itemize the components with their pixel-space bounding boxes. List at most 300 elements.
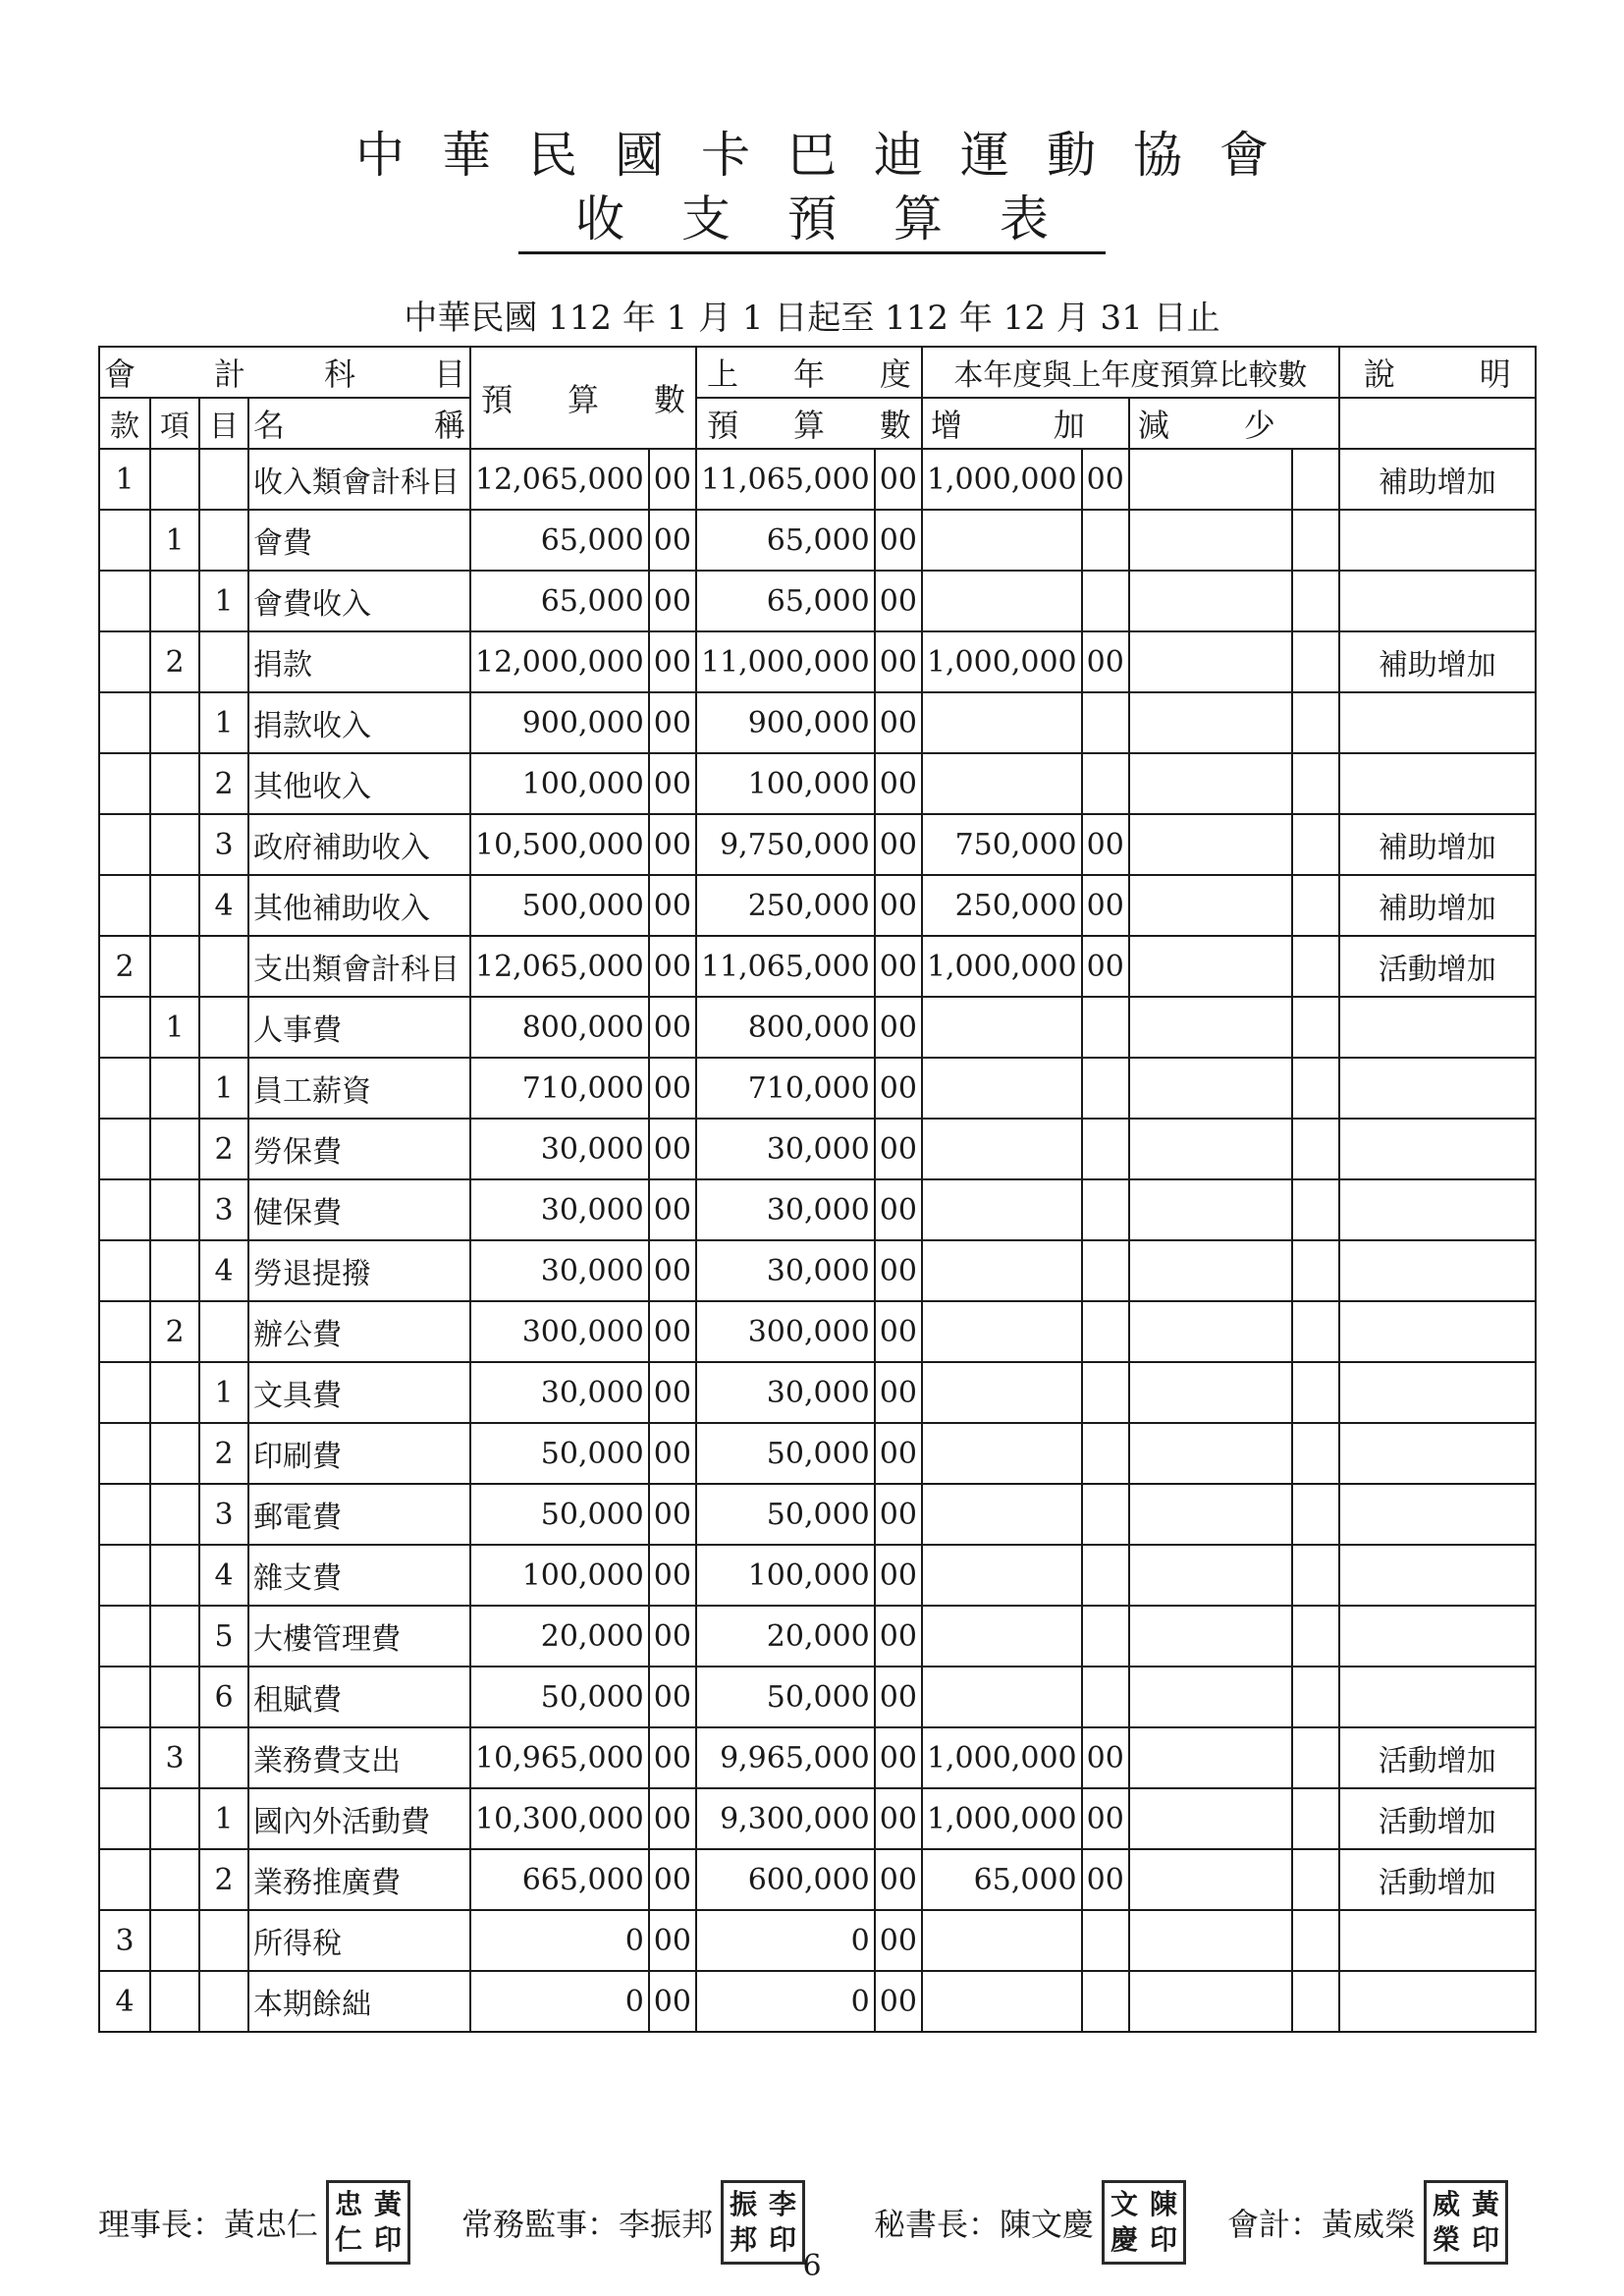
budget-cents-cell: 00 [649,692,696,753]
hdr-char: 年 [792,355,825,393]
decrease-amount-cell [1129,1484,1292,1545]
decrease-cents-cell [1292,997,1339,1058]
increase-amount-cell: 1,000,000 [922,936,1082,997]
table-row [99,1484,1536,1545]
table-row [99,1971,1536,2032]
budget-amount-cell: 30,000 [470,1362,649,1423]
prev-budget-header [696,398,922,449]
mu-cell: 2 [199,753,248,814]
budget-cents-cell: 00 [649,1910,696,1971]
decrease-amount-cell [1129,1545,1292,1606]
prev-amount-cell: 30,000 [696,1240,875,1301]
budget-header [470,347,696,449]
decrease-cents-cell [1292,875,1339,936]
increase-amount-cell: 1,000,000 [922,1727,1082,1788]
prev-cents-cell: 00 [875,753,922,814]
decrease-cents-cell [1292,1849,1339,1910]
signature-label: 會計：黃威榮 [1227,2206,1417,2243]
budget-amount-cell: 20,000 [470,1606,649,1667]
mu-cell [199,997,248,1058]
budget-cents-cell: 00 [649,1727,696,1788]
prev-cents-cell: 00 [875,1362,922,1423]
budget-table [98,346,1537,2033]
table-row [99,1058,1536,1119]
xiang-cell: 2 [150,631,199,692]
table-row [99,1788,1536,1849]
kuan-cell [99,1179,150,1240]
increase-amount-cell: 65,000 [922,1849,1082,1910]
kuan-cell [99,510,150,571]
prev-amount-cell: 100,000 [696,753,875,814]
prev-amount-cell: 65,000 [696,571,875,631]
kuan-cell [99,753,150,814]
note-cell [1339,510,1536,571]
increase-cents-cell [1082,753,1129,814]
decrease-amount-cell [1129,1119,1292,1179]
note-subheader [1339,398,1536,449]
mu-cell: 1 [199,1788,248,1849]
increase-cents-cell: 00 [1082,875,1129,936]
decrease-cents-cell [1292,1362,1339,1423]
mu-cell [199,1301,248,1362]
mu-cell [199,510,248,571]
table-row [99,875,1536,936]
xiang-cell [150,875,199,936]
budget-cents-cell: 00 [649,1788,696,1849]
budget-cents-cell: 00 [649,449,696,510]
prev-cents-cell: 00 [875,1788,922,1849]
mu-cell: 4 [199,1545,248,1606]
note-cell [1339,997,1536,1058]
seal-char: 印 [769,2223,797,2256]
hdr-char: 少 [1243,407,1275,444]
decrease-cents-cell [1292,1788,1339,1849]
mu-cell: 2 [199,1423,248,1484]
decrease-amount-cell [1129,936,1292,997]
decrease-cents-cell [1292,1058,1339,1119]
increase-amount-cell [922,997,1082,1058]
increase-amount-cell: 750,000 [922,814,1082,875]
table-row [99,1423,1536,1484]
note-cell [1339,1119,1536,1179]
decrease-amount-cell [1129,1362,1292,1423]
account-name-cell: 印刷費 [248,1423,470,1484]
seal-char: 陳 [1150,2188,1178,2220]
increase-amount-cell [922,1058,1082,1119]
kuan-cell [99,1301,150,1362]
decrease-cents-cell [1292,1179,1339,1240]
account-name-cell: 勞保費 [248,1119,470,1179]
xiang-cell [150,1362,199,1423]
budget-cents-cell: 00 [649,1971,696,2032]
hdr-char: 減 [1137,407,1169,444]
account-name-cell: 捐款 [248,631,470,692]
decrease-cents-cell [1292,1484,1339,1545]
increase-cents-cell: 00 [1082,936,1129,997]
decrease-amount-cell [1129,1301,1292,1362]
xiang-cell [150,1971,199,2032]
account-name-cell: 健保費 [248,1179,470,1240]
xiang-cell: 3 [150,1727,199,1788]
table-row [99,1606,1536,1667]
increase-amount-cell [922,1119,1082,1179]
increase-amount-cell: 1,000,000 [922,631,1082,692]
prev-amount-cell: 65,000 [696,510,875,571]
table-row [99,1301,1536,1362]
prev-amount-cell: 9,300,000 [696,1788,875,1849]
hdr-char: 算 [567,381,599,418]
note-cell: 活動增加 [1339,1727,1536,1788]
xiang-cell: 1 [150,510,199,571]
decrease-cents-cell [1292,449,1339,510]
xiang-cell [150,1545,199,1606]
decrease-amount-cell [1129,997,1292,1058]
budget-amount-cell: 0 [470,1971,649,2032]
hdr-char: 增 [930,407,962,444]
kuan-cell [99,814,150,875]
name-header [248,398,470,449]
hdr-char: 明 [1479,355,1511,393]
prev-amount-cell: 30,000 [696,1362,875,1423]
seal-char: 邦 [730,2223,758,2256]
hdr-char: 加 [1053,407,1085,444]
increase-cents-cell [1082,1423,1129,1484]
mu-cell [199,1727,248,1788]
seal-char: 李 [769,2188,797,2220]
increase-cents-cell [1082,692,1129,753]
prev-amount-cell: 0 [696,1971,875,2032]
seal-char: 慶 [1110,2223,1139,2256]
mu-cell [199,449,248,510]
seal-char: 黃 [374,2188,403,2220]
mu-cell: 3 [199,814,248,875]
kuan-cell: 2 [99,936,150,997]
budget-cents-cell: 00 [649,1849,696,1910]
increase-amount-cell [922,1484,1082,1545]
prev-year-header [696,347,922,398]
account-name-cell: 本期餘絀 [248,1971,470,2032]
kuan-cell [99,1606,150,1667]
note-cell: 活動增加 [1339,936,1536,997]
xiang-cell [150,449,199,510]
note-cell [1339,753,1536,814]
budget-amount-cell: 710,000 [470,1058,649,1119]
increase-cents-cell [1082,1484,1129,1545]
prev-cents-cell: 00 [875,1606,922,1667]
xiang-cell [150,1484,199,1545]
prev-cents-cell: 00 [875,1119,922,1179]
hdr-char: 計 [213,355,245,393]
account-name-cell: 人事費 [248,997,470,1058]
prev-amount-cell: 50,000 [696,1423,875,1484]
note-cell: 補助增加 [1339,449,1536,510]
increase-amount-cell [922,1606,1082,1667]
prev-amount-cell: 30,000 [696,1179,875,1240]
increase-amount-cell [922,753,1082,814]
account-name-cell: 雜支費 [248,1545,470,1606]
xiang-cell [150,814,199,875]
prev-amount-cell: 9,965,000 [696,1727,875,1788]
xiang-cell [150,1179,199,1240]
account-name-cell: 收入類會計科目 [248,449,470,510]
prev-cents-cell: 00 [875,1484,922,1545]
decrease-amount-cell [1129,1849,1292,1910]
decrease-cents-cell [1292,571,1339,631]
header-row-1 [99,347,1536,398]
note-cell [1339,1240,1536,1301]
budget-amount-cell: 900,000 [470,692,649,753]
note-cell [1339,571,1536,631]
xiang-cell [150,1058,199,1119]
note-cell: 補助增加 [1339,875,1536,936]
increase-cents-cell [1082,1301,1129,1362]
prev-amount-cell: 11,065,000 [696,449,875,510]
decrease-amount-cell [1129,631,1292,692]
prev-amount-cell: 9,750,000 [696,814,875,875]
decrease-amount-cell [1129,753,1292,814]
increase-amount-cell [922,1362,1082,1423]
mu-cell: 5 [199,1606,248,1667]
note-cell: 補助增加 [1339,814,1536,875]
kuan-cell [99,1362,150,1423]
hdr-char: 數 [653,381,685,418]
prev-amount-cell: 800,000 [696,997,875,1058]
prev-cents-cell: 00 [875,997,922,1058]
prev-cents-cell: 00 [875,1423,922,1484]
budget-amount-cell: 50,000 [470,1484,649,1545]
note-cell [1339,1910,1536,1971]
note-cell [1339,692,1536,753]
decrease-amount-cell [1129,1058,1292,1119]
table-row [99,1179,1536,1240]
prev-amount-cell: 600,000 [696,1849,875,1910]
prev-cents-cell: 00 [875,1545,922,1606]
prev-amount-cell: 50,000 [696,1484,875,1545]
decrease-amount-cell [1129,1788,1292,1849]
prev-amount-cell: 100,000 [696,1545,875,1606]
xiang-cell [150,1849,199,1910]
xiang-cell [150,1119,199,1179]
table-row [99,814,1536,875]
kuan-cell [99,631,150,692]
decrease-amount-cell [1129,1667,1292,1727]
account-name-cell: 大樓管理費 [248,1606,470,1667]
kuan-cell [99,1484,150,1545]
increase-amount-cell [922,1423,1082,1484]
subtitle-text: 收支預算表 [518,189,1106,254]
kuan-cell [99,1849,150,1910]
prev-cents-cell: 00 [875,1240,922,1301]
decrease-header [1129,398,1339,449]
budget-cents-cell: 00 [649,631,696,692]
table-row [99,936,1536,997]
prev-amount-cell: 11,000,000 [696,631,875,692]
decrease-amount-cell [1129,692,1292,753]
increase-cents-cell: 00 [1082,1849,1129,1910]
account-name-cell: 所得稅 [248,1910,470,1971]
budget-cents-cell: 00 [649,1362,696,1423]
budget-amount-cell: 30,000 [470,1179,649,1240]
kuan-cell [99,1788,150,1849]
increase-amount-cell: 1,000,000 [922,449,1082,510]
note-cell [1339,1301,1536,1362]
decrease-amount-cell [1129,571,1292,631]
seal-char: 黃 [1472,2188,1500,2220]
note-cell: 活動增加 [1339,1849,1536,1910]
decrease-cents-cell [1292,1667,1339,1727]
note-cell [1339,1179,1536,1240]
seal-char: 印 [1472,2223,1500,2256]
budget-amount-cell: 10,965,000 [470,1727,649,1788]
hdr-char: 目 [433,355,465,393]
budget-cents-cell: 00 [649,1484,696,1545]
account-name-cell: 會費 [248,510,470,571]
increase-amount-cell: 1,000,000 [922,1788,1082,1849]
prev-amount-cell: 250,000 [696,875,875,936]
xiang-cell [150,1423,199,1484]
increase-cents-cell [1082,1240,1129,1301]
header-row-2 [99,398,1536,449]
note-header [1339,347,1536,398]
note-cell [1339,1484,1536,1545]
decrease-amount-cell [1129,1179,1292,1240]
budget-amount-cell: 12,065,000 [470,449,649,510]
seal-char: 仁 [335,2223,363,2256]
increase-header [922,398,1129,449]
prev-amount-cell: 50,000 [696,1667,875,1727]
account-name-cell: 文具費 [248,1362,470,1423]
budget-cents-cell: 00 [649,936,696,997]
mu-cell: 6 [199,1667,248,1727]
mu-cell [199,1971,248,2032]
increase-amount-cell: 250,000 [922,875,1082,936]
mu-cell: 1 [199,571,248,631]
kuan-cell [99,1119,150,1179]
mu-cell: 3 [199,1179,248,1240]
account-name-cell: 其他補助收入 [248,875,470,936]
prev-cents-cell: 00 [875,1667,922,1727]
decrease-cents-cell [1292,1301,1339,1362]
budget-amount-cell: 100,000 [470,753,649,814]
prev-cents-cell: 00 [875,631,922,692]
increase-amount-cell [922,692,1082,753]
note-cell [1339,1667,1536,1727]
budget-cents-cell: 00 [649,814,696,875]
document-subtitle [0,189,1624,254]
decrease-cents-cell [1292,936,1339,997]
budget-amount-cell: 800,000 [470,997,649,1058]
increase-amount-cell [922,1545,1082,1606]
note-cell [1339,1362,1536,1423]
increase-cents-cell [1082,1971,1129,2032]
kuan-cell [99,1423,150,1484]
table-row [99,1362,1536,1423]
account-name-cell: 其他收入 [248,753,470,814]
decrease-amount-cell [1129,1727,1292,1788]
mu-cell [199,1910,248,1971]
xiang-cell [150,1788,199,1849]
budget-amount-cell: 50,000 [470,1423,649,1484]
kuan-cell [99,997,150,1058]
decrease-amount-cell [1129,1971,1292,2032]
table-row [99,753,1536,814]
budget-amount-cell: 30,000 [470,1240,649,1301]
prev-cents-cell: 00 [875,449,922,510]
kuan-cell [99,1727,150,1788]
increase-cents-cell: 00 [1082,1727,1129,1788]
seal-char: 文 [1110,2188,1139,2220]
decrease-cents-cell [1292,1240,1339,1301]
increase-cents-cell [1082,510,1129,571]
mu-cell: 1 [199,692,248,753]
mu-cell: 3 [199,1484,248,1545]
budget-amount-cell: 10,300,000 [470,1788,649,1849]
table-row [99,1119,1536,1179]
budget-cents-cell: 00 [649,753,696,814]
xiang-cell [150,1606,199,1667]
signature-label: 常務監事：李振邦 [461,2206,714,2243]
account-name-cell: 捐款收入 [248,692,470,753]
note-cell [1339,1971,1536,2032]
kuan-cell [99,1667,150,1727]
budget-cents-cell: 00 [649,1179,696,1240]
table-row [99,997,1536,1058]
decrease-amount-cell [1129,1910,1292,1971]
table-row [99,1545,1536,1606]
increase-cents-cell [1082,1606,1129,1667]
hdr-char: 數 [879,407,911,444]
mu-cell: 1 [199,1362,248,1423]
account-name-cell: 員工薪資 [248,1058,470,1119]
seal-char: 印 [374,2223,403,2256]
page-number: 6 [802,2249,822,2283]
prev-amount-cell: 0 [696,1910,875,1971]
note-cell: 活動增加 [1339,1788,1536,1849]
xiang-cell [150,1240,199,1301]
xiang-cell [150,571,199,631]
xiang-cell [150,1667,199,1727]
mu-cell: 1 [199,1058,248,1119]
account-name-cell: 郵電費 [248,1484,470,1545]
table-row [99,510,1536,571]
note-cell: 補助增加 [1339,631,1536,692]
xiang-cell [150,936,199,997]
mu-cell [199,631,248,692]
kuan-header: 款 [99,398,150,449]
decrease-amount-cell [1129,1423,1292,1484]
budget-cents-cell: 00 [649,1606,696,1667]
table-row [99,1240,1536,1301]
table-row [99,1727,1536,1788]
prev-cents-cell: 00 [875,692,922,753]
table-row [99,1667,1536,1727]
mu-cell: 4 [199,1240,248,1301]
prev-amount-cell: 900,000 [696,692,875,753]
kuan-cell [99,1240,150,1301]
decrease-amount-cell [1129,1606,1292,1667]
prev-cents-cell: 00 [875,1301,922,1362]
prev-amount-cell: 20,000 [696,1606,875,1667]
prev-cents-cell: 00 [875,814,922,875]
note-cell [1339,1058,1536,1119]
kuan-cell: 1 [99,449,150,510]
decrease-cents-cell [1292,753,1339,814]
budget-cents-cell: 00 [649,1545,696,1606]
increase-cents-cell: 00 [1082,1788,1129,1849]
budget-cents-cell: 00 [649,1301,696,1362]
budget-amount-cell: 12,000,000 [470,631,649,692]
account-name-cell: 會費收入 [248,571,470,631]
